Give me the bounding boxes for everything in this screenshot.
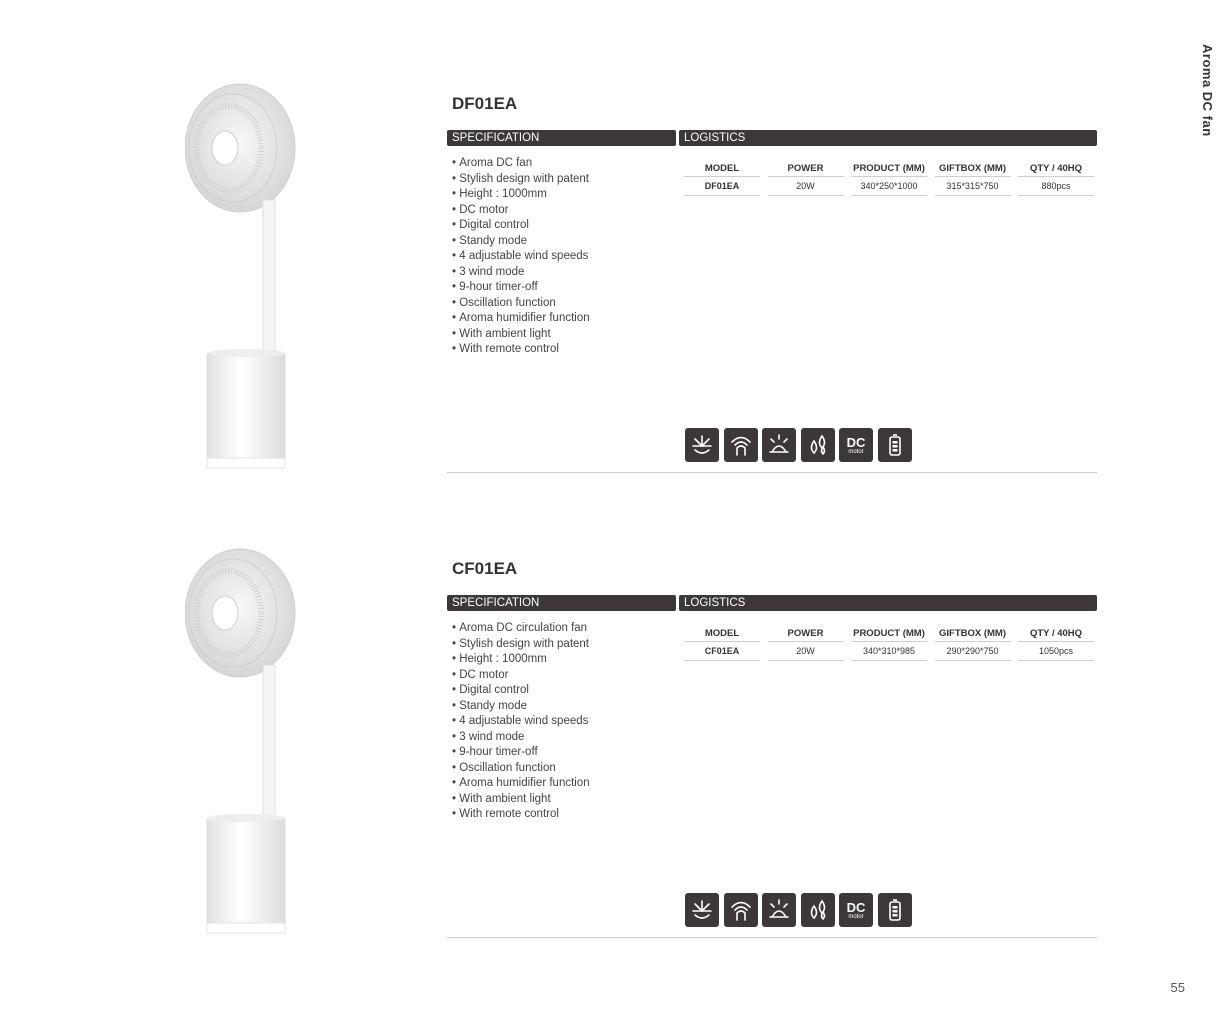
- aroma-drops-icon: [801, 428, 835, 462]
- section-side-title: Aroma DC fan: [1200, 44, 1215, 137]
- column-header: POWER: [768, 625, 844, 642]
- spec-item: • Stylish design with patent: [452, 637, 590, 653]
- dc-icon-subtext: motor: [848, 448, 864, 455]
- arc-oscillation-icon: [724, 893, 758, 927]
- spec-item: • 9-hour timer-off: [452, 280, 590, 296]
- spec-item: • Stylish design with patent: [452, 172, 590, 188]
- spec-item: • With remote control: [452, 807, 590, 823]
- fan-speed-icon: [685, 428, 719, 462]
- fan-product-image: [185, 80, 305, 475]
- table-cell: 340*310*985: [851, 642, 927, 661]
- dc-icon-text: DC: [846, 434, 866, 450]
- spec-item: • Standy mode: [452, 699, 590, 715]
- specification-header: SPECIFICATION: [447, 130, 676, 146]
- column-header: MODEL: [684, 625, 760, 642]
- logistics-header: LOGISTICS: [679, 130, 1097, 146]
- table-cell: 20W: [768, 177, 844, 196]
- logistics-table-row: [684, 177, 1102, 196]
- feature-icon-row: [685, 428, 916, 462]
- logistics-table: [684, 625, 1102, 661]
- column-header: MODEL: [684, 160, 760, 177]
- spec-item: • Height : 1000mm: [452, 187, 590, 203]
- table-cell: 880pcs: [1018, 177, 1094, 196]
- page-number: 55: [1170, 980, 1185, 995]
- spec-item: • 3 wind mode: [452, 265, 590, 281]
- arc-oscillation-icon: [724, 428, 758, 462]
- spec-item: • 3 wind mode: [452, 730, 590, 746]
- logistics-table-header: [684, 625, 1102, 642]
- spec-item: • With ambient light: [452, 792, 590, 808]
- column-header: QTY / 40HQ: [1018, 625, 1094, 642]
- table-cell: 20W: [768, 642, 844, 661]
- spec-item: • Oscillation function: [452, 761, 590, 777]
- fan-product-image: [185, 545, 305, 940]
- ambient-light-icon: [762, 893, 796, 927]
- logistics-table: [684, 160, 1102, 196]
- column-header: GIFTBOX (MM): [935, 160, 1011, 177]
- product-block: [0, 0, 1219, 455]
- spec-item: • With ambient light: [452, 327, 590, 343]
- battery-icon: [878, 893, 912, 927]
- spec-item: • 9-hour timer-off: [452, 745, 590, 761]
- fan-speed-icon: [685, 893, 719, 927]
- specification-header: SPECIFICATION: [447, 595, 676, 611]
- table-cell: DF01EA: [684, 177, 760, 196]
- logistics-table-row: [684, 642, 1102, 661]
- logistics-header: LOGISTICS: [679, 595, 1097, 611]
- model-title: CF01EA: [452, 559, 518, 578]
- spec-item: • Standy mode: [452, 234, 590, 250]
- spec-item: • Aroma DC fan: [452, 156, 590, 172]
- column-header: GIFTBOX (MM): [935, 625, 1011, 642]
- column-header: QTY / 40HQ: [1018, 160, 1094, 177]
- ambient-light-icon: [762, 428, 796, 462]
- dc-icon-subtext: motor: [848, 913, 864, 920]
- section-divider: [447, 937, 1097, 938]
- column-header: PRODUCT (MM): [851, 160, 927, 177]
- table-cell: 315*315*750: [935, 177, 1011, 196]
- table-cell: 290*290*750: [935, 642, 1011, 661]
- product-block: [0, 465, 1219, 920]
- dc-motor-icon: [839, 893, 873, 927]
- model-title: DF01EA: [452, 94, 518, 113]
- dc-motor-icon: [839, 428, 873, 462]
- specification-list: [452, 156, 590, 358]
- spec-item: • Aroma humidifier function: [452, 311, 590, 327]
- spec-item: • Digital control: [452, 683, 590, 699]
- spec-item: • Height : 1000mm: [452, 652, 590, 668]
- battery-icon: [878, 428, 912, 462]
- column-header: PRODUCT (MM): [851, 625, 927, 642]
- table-cell: CF01EA: [684, 642, 760, 661]
- column-header: POWER: [768, 160, 844, 177]
- aroma-drops-icon: [801, 893, 835, 927]
- spec-item: • 4 adjustable wind speeds: [452, 249, 590, 265]
- table-cell: 340*250*1000: [851, 177, 927, 196]
- spec-item: • Oscillation function: [452, 296, 590, 312]
- specification-list: [452, 621, 590, 823]
- logistics-table-header: [684, 160, 1102, 177]
- spec-item: • With remote control: [452, 342, 590, 358]
- spec-item: • Aroma humidifier function: [452, 776, 590, 792]
- dc-icon-text: DC: [846, 899, 866, 915]
- feature-icon-row: [685, 893, 916, 927]
- spec-item: • DC motor: [452, 668, 590, 684]
- spec-item: • 4 adjustable wind speeds: [452, 714, 590, 730]
- table-cell: 1050pcs: [1018, 642, 1094, 661]
- spec-item: • Aroma DC circulation fan: [452, 621, 590, 637]
- spec-item: • Digital control: [452, 218, 590, 234]
- spec-item: • DC motor: [452, 203, 590, 219]
